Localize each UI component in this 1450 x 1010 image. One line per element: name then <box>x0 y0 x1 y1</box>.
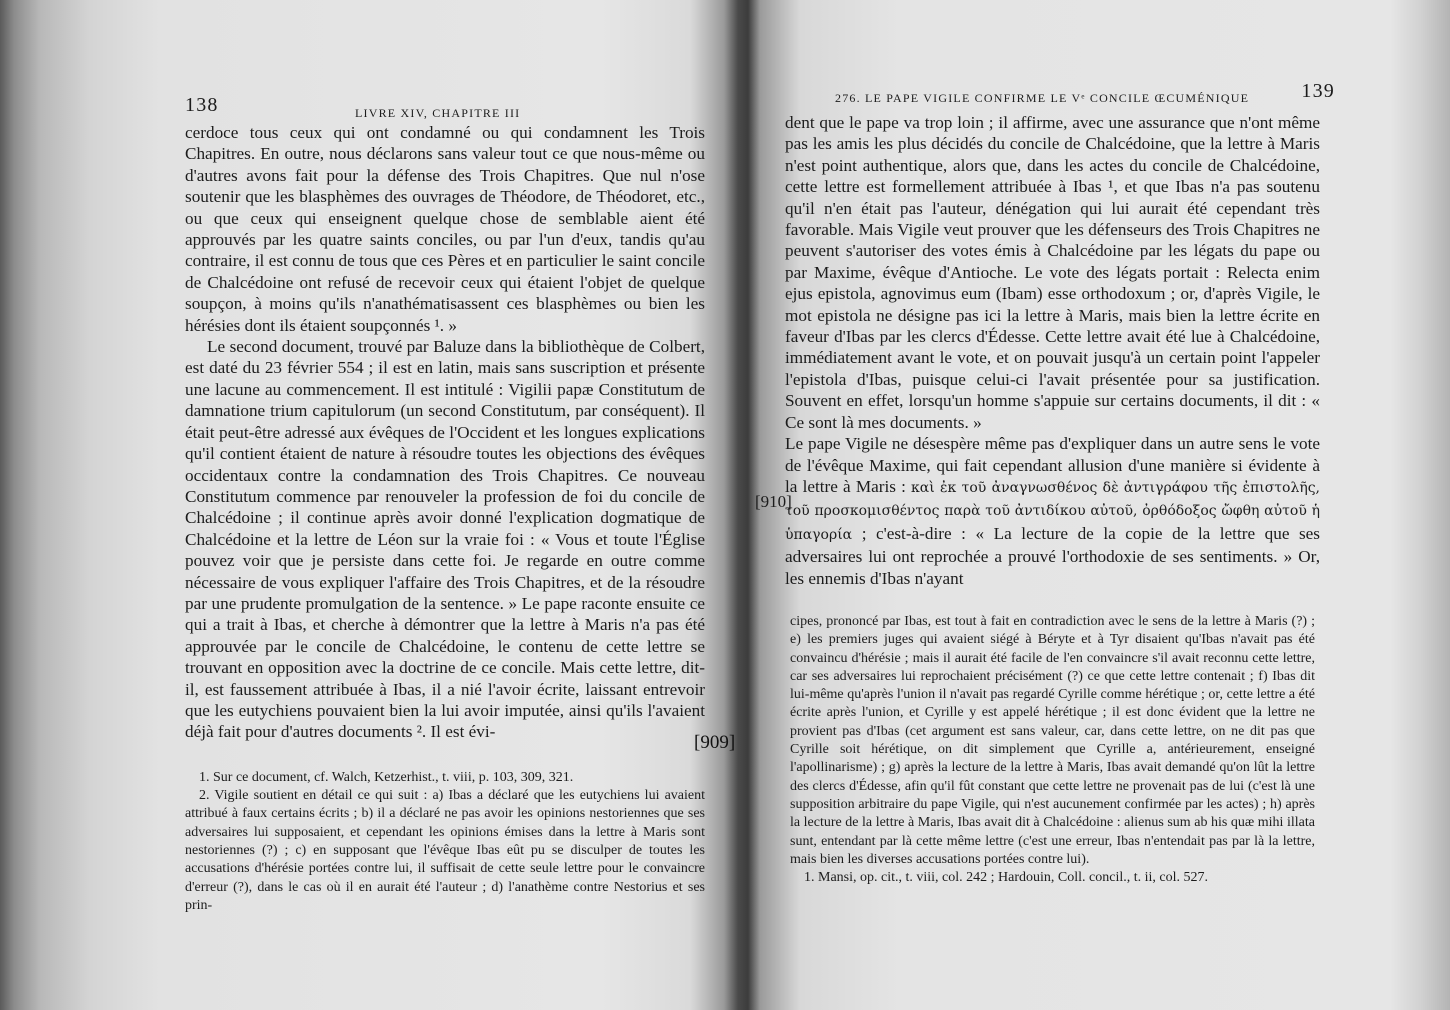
right-body-text <box>780 112 1320 589</box>
right-footnote-continuation: cipes, prononcé par Ibas, est tout à fait en contradiction avec le sens de la lettre à Maris (?) ; e) les premiers juges qui avaient siégé à Béryte et à Tyr disaient qu'Ibas n'avait pas été convaincu d'hérésie ; mais il aurait été facile de l'en convaincre s'il avait reconnu cette lettre, car ses adversaires lui reprochaient précisément (?) ce que cette lettre contenait ; f) Ibas dit lui-même qu'après l'union il n'avait pas regardé Cyrille comme hérétique ; or, cette lettre a été écrite après l'union, et Cyrille y est appelé hérétique ; il est donc évident que la lettre ne provient pas d'Ibas (cet argument est sans valeur, car, dans cette lettre, on ne dit pas que Cyrille soit hérétique, on dit simplement que Cyrille a, antérieurement, enseigné l'apollinarisme) ; g) après la lecture de la lettre à Maris, Ibas avait demandé qu'on lût la lettre des clercs d'Édesse, afin qu'il fût constant que cette lettre ne provenait pas de lui (c'est là une supposition arbitraire du pape Vigile, qui n'est aucunement confirmée par les actes) ; h) après la lecture de la lettre à Maris, Ibas avait dit à Chalcédoine : alienus sum ab his quæ mihi illata sunt, entendant par là cette même lettre (c'est une erreur, Ibas n'entendait pas par là la lettre, mais bien les diverses accusations portées contre lui). <box>790 613 1315 867</box>
right-page-number: 139 <box>1301 80 1335 102</box>
left-paragraph-1: cerdoce tous ceux qui ont condamné ou qui condamnent les Trois Chapitres. En outre, nous déclarons sans valeur tout ce que nous-même ou d'autres avons fait pour la défense des Trois Chapitres. Que nul n'ose soutenir que les blasphèmes des ouvrages de Théodore, de Théodoret, etc., ou que ceux qui enseignent quelque chose de semblable aient été approuvés par les quatre saints conciles, ou par l'un d'eux, tandis qu'au contraire, il est connu de tous que ces Pères et en particulier le saint concile de Chalcédoine ont refusé de recevoir ceux qui étaient l'objet de quelque soupçon, à moins qu'ils n'anathématisassent ces blasphèmes ou bien les hérésies dont ils étaient soupçonnés ¹. » <box>185 123 705 335</box>
left-running-head <box>165 90 705 122</box>
right-paragraph-2-text: Le pape Vigile ne désespère même pas d'expliquer dans un autre sens le vote de l'évêque Maxime, qui fait cependant allusion d'une manière si évidente à la lettre à Maris : <box>785 434 1320 496</box>
margin-column-number-910: [910] <box>755 492 792 511</box>
greek-quotation: καὶ ἐκ τοῦ ἀναγνωσθένος δὲ ἀντιγράφου τῆς ἐπιστολῆς, τοῦ προσκομισθέντος παρὰ τοῦ ἀντιδίκου αὐτοῦ, ὀρθόδοξος ὤφθη αὐτοῦ ἡ ὑπαγορία <box>785 479 1321 543</box>
left-footnote-1: 1. Sur ce document, cf. Walch, Ketzerhist., t. viii, p. 103, 309, 321. <box>199 769 574 785</box>
right-footnote-1: 1. Mansi, op. cit., t. viii, col. 242 ; Hardouin, Coll. concil., t. ii, col. 527. <box>804 870 1209 886</box>
left-body-text <box>165 122 705 743</box>
right-footnotes <box>780 613 1315 887</box>
right-page <box>780 80 1335 887</box>
right-paragraph-1: dent que le pape va trop loin ; il affirme, avec une assurance que n'ont même pas les amis les plus décidés du concile de Chalcédoine, que la lettre à Maris n'est point authentique, alors que, dans les actes du concile de Chalcédoine, cette lettre est formellement attribuée à Ibas ¹, et que Ibas n'a pas soutenu qu'il n'en était pas l'auteur, dénégation qui lui aurait été cependant très favorable. Mais Vigile veut prouver que les défenseurs des Trois Chapitres ne peuvent s'autoriser des votes émis à Chalcédoine par les légats du pape ou par Maxime, évêque d'Antioche. Le vote des légats portait : Relecta enim ejus epistola, agnovimus eum (Ibam) esse orthodoxum ; or, d'après Vigile, le mot epistola ne désigne pas ici la lettre à Maris, mais bien la lettre écrite en faveur d'Ibas par les clercs d'Édesse. Cette lettre avait été lue à Chalcédoine, immédiatement avant le vote, et on pouvait jusqu'à un certain point l'appeler l'epistola d'Ibas, puisque celui-ci l'avait présentée pour sa justification. Souvent en effet, lorsqu'un homme s'appuie sur certains documents, il dit : « Ce sont là mes documents. » <box>785 113 1320 432</box>
right-paragraph-2-end: ; c'est-à-dire : « La lecture de la copie de la lettre que ses adversaires lui ont reprochée a prouvé l'orthodoxie de ses sentiments. » Or, les ennemis d'Ibas n'ayant <box>785 523 1320 588</box>
left-page <box>165 90 705 915</box>
left-page-number: 138 <box>185 94 219 116</box>
left-footnote-2: 2. Vigile soutient en détail ce qui suit : a) Ibas a déclaré que les eutychiens lui avaient attribué à faux certains écrits ; b) il a déclaré ne pas avoir les opinions nestoriennes que ses adversaires lui supposaient, et cependant les opinions émises dans la lettre à Maris sont nestoriennes (?) ; c) en supposant que l'évêque Ibas eût pu se disculper de toutes les accusations d'hérésie portées contre lui, il suffisait de cette seule lettre pour le convaincre d'erreur (?), dans le cas où il en aurait été l'auteur ; d) l'anathème contre Nestorius et ses prin- <box>185 788 705 913</box>
right-paragraph-2 <box>785 433 1320 589</box>
left-footnotes <box>165 769 705 915</box>
left-running-title: LIVRE XIV, CHAPITRE III <box>355 106 521 120</box>
left-paragraph-2: Le second document, trouvé par Baluze dans la bibliothèque de Colbert, est daté du 23 février 554 ; il est en latin, mais sans suscription et présente une lacune au commencement. Il est intitulé : Vigilii papæ Constitutum de damnatione trium capitulorum (un second Constitutum, par conséquent). Il était peut-être adressé aux évêques de l'Occident et les longues explications qu'il contient étaient de nature à résoudre toutes les objections des évêques occidentaux contre la condamnation des Trois Chapitres. Ce nouveau Constitutum commence par renouveler la profession de foi du concile de Chalcédoine ; il continue après avoir donné l'explication dogmatique de Chalcédoine et la lettre de Léon sur la vraie foi : « Vous et toute l'Église pouvez voir que je persiste dans cette foi. Je regarde en outre comme nécessaire de vous expliquer l'affaire des Trois Chapitres, et de la résoudre par une prudente promulgation de la sentence. » Le pape raconte ensuite ce qui a trait à Ibas, et cherche à démontrer que la lettre à Maris n'a pas été approuvée par le concile de Chalcédoine, le contenu de cette lettre se trouvant en opposition avec la doctrine de ce concile. Mais cette lettre, dit-il, est faussement attribuée à Ibas, il a nié l'avoir écrite, laissant entrevoir que les eutychiens pouvaient bien la lui avoir imputée, ainsi qu'ils l'avaient déjà fait pour d'autres documents ². Il est évi- <box>185 337 705 742</box>
margin-column-number-909: [909] <box>694 732 736 753</box>
right-running-title: 276. LE PAPE VIGILE CONFIRME LE Vᵉ CONCILE ŒCUMÉNIQUE <box>835 91 1250 105</box>
right-running-head <box>780 80 1335 112</box>
